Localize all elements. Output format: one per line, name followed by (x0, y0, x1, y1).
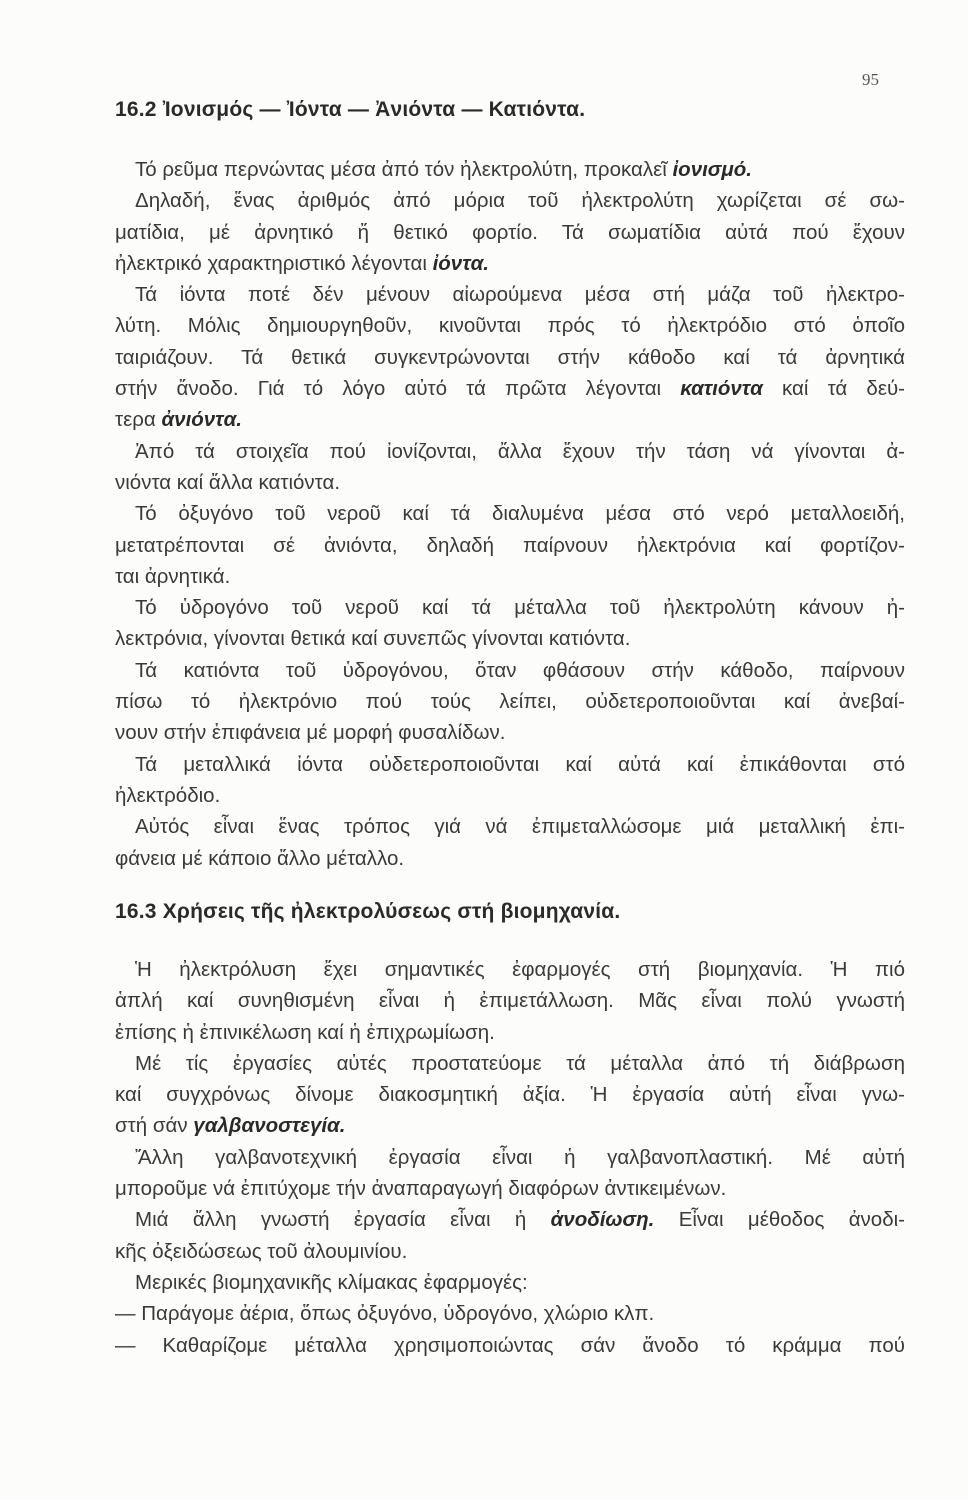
text-line (115, 1298, 905, 1329)
text-segment: ματίδια, μέ ἀρνητικό ἤ θετικό φορτίο. Τά σωματίδια αὐτά πού ἔχουν (115, 220, 905, 244)
paragraph (115, 1048, 905, 1142)
text-segment: φάνεια μέ κάποιο ἄλλο μέταλλο. (115, 846, 405, 870)
text-segment: Αὐτός εἶναι ἕνας τρόπος γιά νά ἐπιμεταλλώσομε μιά μεταλλική ἐπι- (135, 815, 905, 839)
text-segment: κῆς ὀξειδώσεως τοῦ ἀλουμινίου. (115, 1239, 408, 1263)
text-segment: Τό ὀξυγόνο τοῦ νεροῦ καί τά διαλυμένα μέσα στό νερό μεταλλοειδή, (135, 502, 905, 526)
paragraph (115, 1142, 905, 1205)
text-segment: ταιριάζουν. Τά θετικά συγκεντρώνονται στήν κάθοδο καί τά ἀρνητικά (115, 345, 905, 369)
emphasized-term: κατιόντα (680, 377, 763, 401)
paragraph (115, 185, 905, 279)
text-line (115, 811, 905, 842)
list-item (115, 1330, 905, 1361)
text-segment: τερα (115, 408, 162, 432)
text-segment: — Παράγομε ἀέρια, ὅπως ὀξυγόνο, ὑδρογόνο, χλώριο κλπ. (115, 1302, 655, 1326)
text-segment: Τά μεταλλικά ἰόντα οὐδετεροποιοῦνται καί αὐτά καί ἐπικάθονται στό (135, 752, 905, 776)
emphasized-term: ἰόντα. (432, 251, 489, 275)
emphasized-term: γαλβανοστεγία. (193, 1114, 346, 1138)
text-line (115, 1173, 905, 1204)
text-line (115, 436, 905, 467)
text-segment: Τό ρεῦμα περνώντας μέσα ἀπό τόν ἠλεκτρολύτη, προκαλεῖ (135, 158, 673, 181)
section-heading-16-3: 16.3 Χρήσεις τῆς ἠλεκτρολύσεως στή βιομηχανία. (115, 900, 621, 923)
text-line (115, 1017, 905, 1048)
text-segment: ἁπλή καί συνηθισμένη εἶναι ἡ ἐπιμετάλλωση. Μᾶς εἶναι πολύ γνωστή (115, 989, 905, 1013)
text-line (115, 1236, 905, 1267)
paragraph (115, 749, 905, 812)
text-line (115, 623, 905, 654)
text-line (115, 686, 905, 717)
text-segment: νιόντα καί ἄλλα κατιόντα. (115, 470, 341, 494)
text-segment: ἐπίσης ἡ ἐπινικέλωση καί ἡ ἐπιχρωμίωση. (115, 1020, 495, 1044)
paragraph (115, 1267, 905, 1298)
page-number: 95 (862, 70, 879, 89)
text-segment: Μέ τίς ἐργασίες αὐτές προστατεύομε τά μέταλλα ἀπό τή διάβρωση (135, 1051, 905, 1075)
text-segment: Μιά ἄλλη γνωστή ἐργασία εἶναι ἡ (135, 1208, 551, 1232)
text-segment: λύτη. Μόλις δημιουργηθοῦν, κινοῦνται πρός τό ἠλεκτρόδιο στό ὁποῖο (115, 314, 905, 338)
text-line (115, 985, 905, 1016)
text-line (115, 498, 905, 529)
text-segment: πίσω τό ἠλεκτρόνιο πού τούς λείπει, οὐδετεροποιοῦνται καί ἀνεβαί- (115, 690, 905, 714)
paragraph (115, 154, 905, 185)
text-segment: Ἄλλη γαλβανοτεχνική ἐργασία εἶναι ἡ γαλβανοπλαστική. Μέ αὐτή (135, 1145, 905, 1169)
text-segment: στή σάν (115, 1114, 194, 1138)
text-segment: μετατρέπονται σέ ἀνιόντα, δηλαδή παίρνουν ἠλεκτρόνια καί φορτίζον- (115, 533, 905, 557)
text-line (115, 1079, 905, 1110)
emphasized-term: ἀνοδίωση. (550, 1208, 655, 1232)
text-line (115, 592, 905, 623)
text-segment: μποροῦμε νά ἐπιτύχομε τήν ἀναπαραγωγή διαφόρων ἀντικειμένων. (115, 1177, 727, 1201)
text-line (115, 530, 905, 561)
text-line (115, 373, 905, 404)
text-segment: Μερικές βιομηχανικῆς κλίμακας ἐφαρμογές: (135, 1270, 528, 1294)
text-line (115, 1110, 905, 1141)
text-line (115, 342, 905, 373)
text-segment: Δηλαδή, ἕνας ἀριθμός ἀπό μόρια τοῦ ἠλεκτρολύτη χωρίζεται σέ σω- (135, 189, 905, 213)
text-line (115, 954, 905, 985)
text-segment: ἠλεκτρικό χαρακτηριστικό λέγονται (115, 251, 433, 275)
text-line (115, 310, 905, 341)
section-16-3-body (115, 954, 905, 1361)
paragraph (115, 498, 905, 592)
text-segment: — Καθαρίζομε μέταλλα χρησιμοποιώντας σάν ἄνοδο τό κράμμα πού (115, 1333, 905, 1357)
text-line (115, 655, 905, 686)
text-line (115, 717, 905, 748)
text-line (115, 1048, 905, 1079)
text-line (115, 404, 905, 435)
text-line (115, 843, 905, 874)
section-heading-16-2: 16.2 Ἰονισμός — Ἰόντα — Ἀνιόντα — Κατιόντα. (115, 98, 586, 121)
text-line (115, 154, 905, 185)
text-line (115, 1204, 905, 1235)
text-line (115, 279, 905, 310)
text-segment: Τό ὑδρογόνο τοῦ νεροῦ καί τά μέταλλα τοῦ ἠλεκτρολύτη κάνουν ἠ- (135, 596, 905, 620)
text-segment: νουν στήν ἐπιφάνεια μέ μορφή φυσαλίδων. (115, 721, 506, 745)
paragraph (115, 1204, 905, 1267)
text-line (115, 185, 905, 216)
text-segment: Τά ἰόντα ποτέ δέν μένουν αἰωρούμενα μέσα στή μάζα τοῦ ἠλεκτρο- (135, 283, 905, 307)
text-line (115, 780, 905, 811)
paragraph (115, 279, 905, 435)
text-segment: Τά κατιόντα τοῦ ὑδρογόνου, ὅταν φθάσουν στήν κάθοδο, παίρνουν (135, 658, 905, 682)
emphasized-term: ἀνιόντα. (161, 408, 242, 432)
text-line (115, 1142, 905, 1173)
section-16-2-body (115, 154, 905, 874)
text-segment: καί συγχρόνως δίνομε διακοσμητική ἀξία. Ἡ ἐργασία αὐτή εἶναι γνω- (115, 1083, 905, 1107)
text-segment: Εἶναι μέθοδος ἀνοδι- (654, 1208, 905, 1232)
text-line (115, 749, 905, 780)
paragraph (115, 811, 905, 874)
text-segment: λεκτρόνια, γίνονται θετικά καί συνεπῶς γίνονται κατιόντα. (115, 627, 631, 651)
list-item (115, 1298, 905, 1329)
text-segment: στήν ἄνοδο. Γιά τό λόγο αὐτό τά πρῶτα λέγονται (115, 377, 681, 401)
text-segment: καί τά δεύ- (762, 377, 905, 401)
text-line (115, 561, 905, 592)
emphasized-term: ἰονισμό. (672, 158, 752, 181)
text-line (115, 1330, 905, 1361)
text-line (115, 248, 905, 279)
text-segment: ται ἀρνητικά. (115, 564, 231, 588)
paragraph (115, 592, 905, 655)
paragraph (115, 655, 905, 749)
text-line (115, 1267, 905, 1298)
text-segment: Ἡ ἠλεκτρόλυση ἔχει σημαντικές ἐφαρμογές στή βιομηχανία. Ἡ πιό (135, 958, 905, 981)
text-line (115, 217, 905, 248)
paragraph (115, 436, 905, 499)
text-segment: ἠλεκτρόδιο. (115, 783, 221, 807)
text-line (115, 467, 905, 498)
paragraph (115, 954, 905, 1048)
text-segment: Ἀπό τά στοιχεῖα πού ἰονίζονται, ἄλλα ἔχουν τήν τάση νά γίνονται ἀ- (135, 439, 905, 463)
